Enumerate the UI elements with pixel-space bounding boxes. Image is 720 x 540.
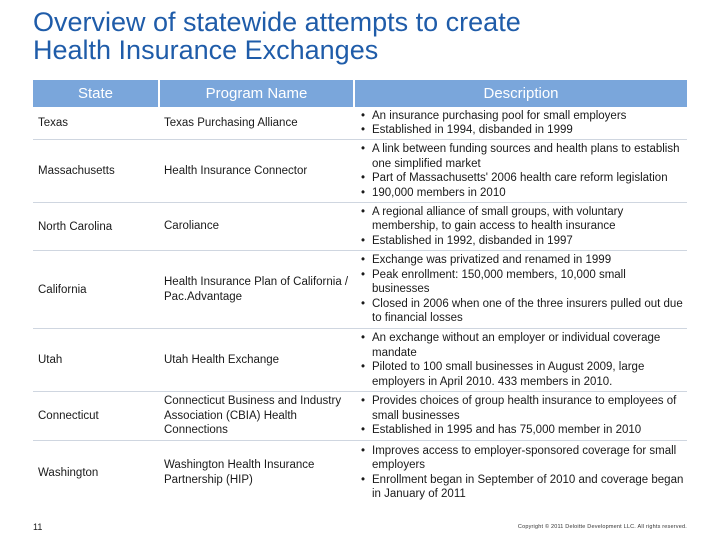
state-cell: California bbox=[38, 283, 87, 296]
description-cell bbox=[355, 329, 687, 391]
description-bullet: • Piloted to 100 small businesses in August 2009, large employers in April 2010. 433 members in 2010. bbox=[357, 360, 685, 389]
state-cell: North Carolina bbox=[38, 220, 113, 233]
program-cell: Texas Purchasing Alliance bbox=[164, 116, 298, 129]
table-row bbox=[33, 203, 687, 251]
page-title bbox=[33, 8, 703, 64]
table-row bbox=[33, 140, 687, 203]
program-cell: Caroliance bbox=[164, 220, 219, 233]
description-bullet: • Improves access to employer-sponsored coverage for small employers bbox=[357, 444, 685, 473]
table-header bbox=[33, 80, 687, 107]
state-cell: Texas bbox=[38, 117, 69, 129]
table-row bbox=[33, 392, 687, 441]
description-bullet: • An insurance purchasing pool for small employers bbox=[357, 109, 626, 124]
description-bullet: • Established in 1995 and has 75,000 member in 2010 bbox=[357, 423, 685, 438]
title-line-1: Overview of statewide attempts to create bbox=[33, 7, 521, 37]
description-cell bbox=[355, 251, 687, 328]
description-cell bbox=[355, 392, 687, 440]
program-cell: Utah Health Exchange bbox=[164, 353, 280, 366]
description-bullet: • Exchange was privatized and renamed in 1999 bbox=[357, 253, 685, 268]
description-cell bbox=[355, 203, 687, 250]
copyright-notice: Copyright © 2011 Deloitte Development LLC. All rights reserved. bbox=[517, 524, 687, 530]
description-cell bbox=[355, 140, 687, 202]
description-cell bbox=[355, 107, 687, 139]
title-line-2: Health Insurance Exchanges bbox=[33, 35, 379, 65]
program-cell: Connecticut Business and Industry Association (CBIA) Health Connections bbox=[164, 395, 342, 437]
description-bullet: • Peak enrollment: 150,000 members, 10,000 small businesses bbox=[357, 268, 685, 297]
program-cell: Health Insurance Connector bbox=[164, 164, 308, 177]
description-bullet: • 190,000 members in 2010 bbox=[357, 186, 685, 201]
description-bullet: • Established in 1994, disbanded in 1999 bbox=[357, 123, 626, 138]
table-row bbox=[33, 329, 687, 392]
program-cell: Health Insurance Plan of California / Pac.Advantage bbox=[164, 276, 349, 303]
table-row bbox=[33, 441, 687, 504]
state-cell: Washington bbox=[38, 466, 99, 479]
description-bullet: • Enrollment began in September of 2010 and coverage began in January of 2011 bbox=[357, 473, 685, 502]
table-row bbox=[33, 251, 687, 329]
header-program-name: Program Name bbox=[160, 80, 355, 107]
description-bullet: • An exchange without an employer or individual coverage mandate bbox=[357, 331, 685, 360]
state-cell: Connecticut bbox=[38, 410, 99, 422]
page-number: 11 bbox=[33, 522, 43, 532]
description-bullet: • Closed in 2006 when one of the three insurers pulled out due to financial losses bbox=[357, 297, 685, 326]
description-bullet: • Provides choices of group health insurance to employees of small businesses bbox=[357, 394, 685, 423]
program-cell: Washington Health Insurance Partnership (HIP) bbox=[164, 459, 315, 486]
description-bullet: • A link between funding sources and health plans to establish one simplified market bbox=[357, 142, 685, 171]
description-cell bbox=[355, 441, 687, 504]
header-description: Description bbox=[355, 80, 687, 107]
exchanges-table bbox=[33, 80, 687, 504]
state-cell: Utah bbox=[38, 354, 63, 366]
description-bullet: • Part of Massachusetts' 2006 health care reform legislation bbox=[357, 171, 685, 186]
description-bullet: • A regional alliance of small groups, with voluntary membership, to gain access to health insurance bbox=[357, 205, 685, 234]
description-bullet: • Established in 1992, disbanded in 1997 bbox=[357, 234, 685, 249]
header-state: State bbox=[33, 80, 160, 107]
state-cell: Massachusetts bbox=[38, 165, 115, 177]
table-row bbox=[33, 107, 687, 140]
